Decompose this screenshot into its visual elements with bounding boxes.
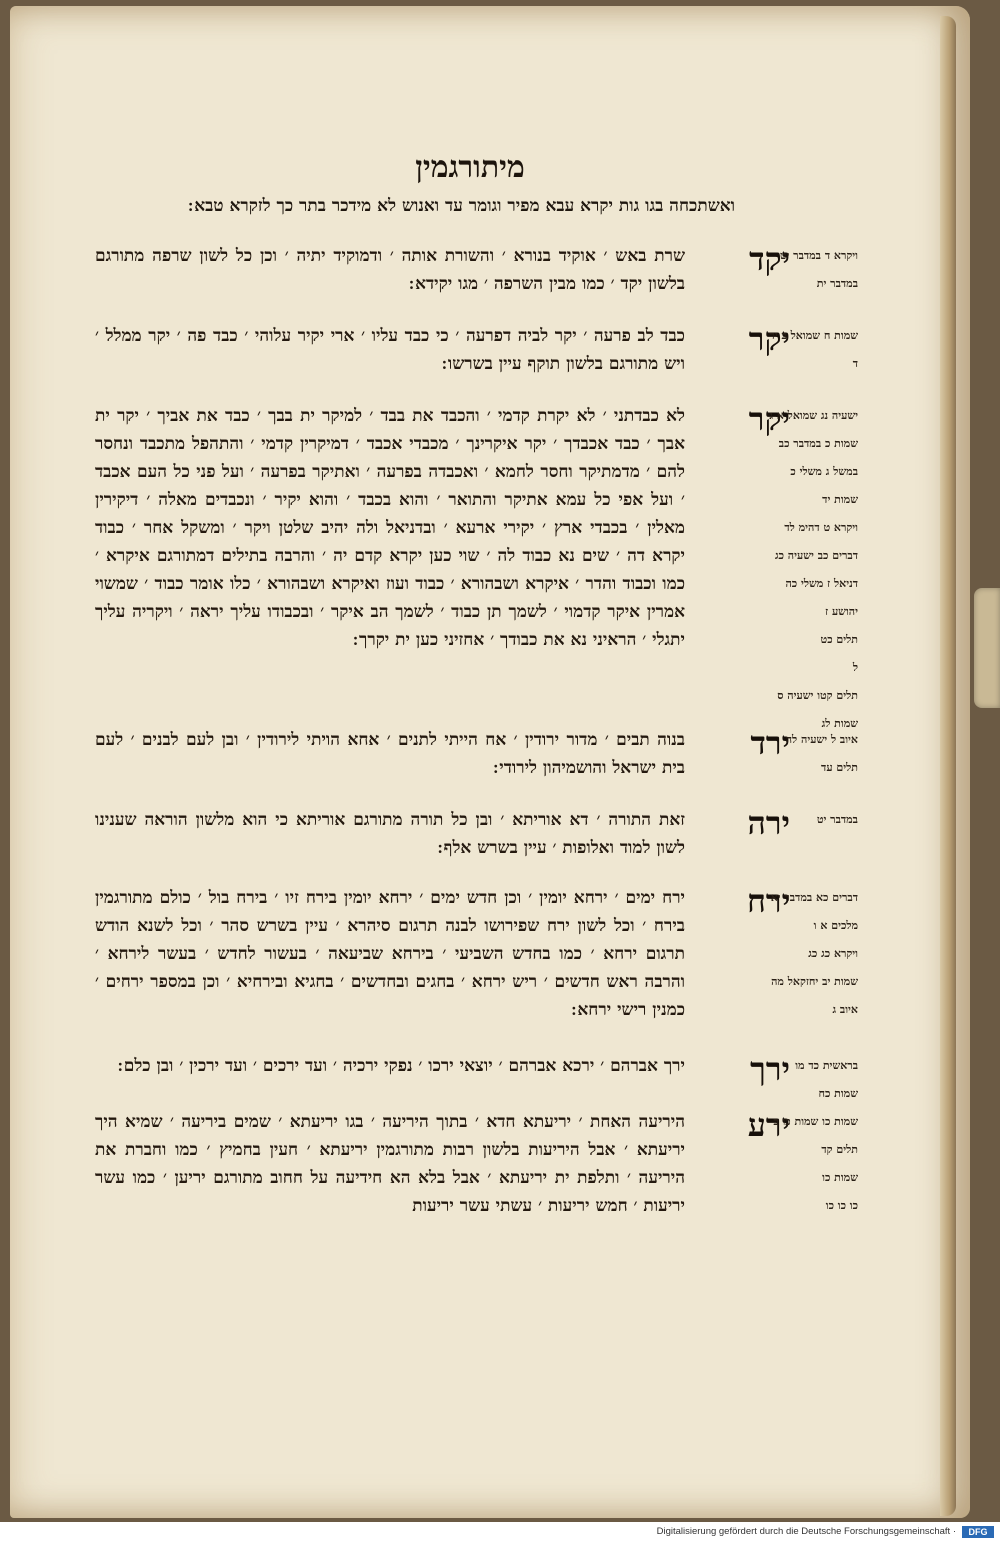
entry-text: בנוה תבים ׳ מדור ירודין ׳ אח הייתי לתנים ׳ אחא הויתי לירודין ׳ ובן לעם לבנים ׳ לעם בית ישראל והושמיהון לירודי ׃ [95, 730, 685, 778]
margin-note [758, 242, 858, 298]
margin-ref: תלים קטו ישעיה ס [777, 689, 858, 702]
footer-credit: Digitalisierung gefördert durch die Deutsche Forschungsgemeinschaft · [656, 1526, 956, 1537]
dfg-logo: DFG [962, 1526, 994, 1538]
head-word: ירה [747, 804, 790, 842]
margin-ref: שמות ח שמואל ב יד [769, 329, 858, 342]
margin-ref: שמות כח [818, 1087, 858, 1100]
margin-ref: ויקרא כג כג [808, 947, 858, 960]
footer-bar [0, 1522, 1000, 1542]
margin-ref: תלים כט [820, 633, 858, 646]
margin-ref: דברים כא במדבר יא [770, 891, 858, 904]
head-word: יקר [748, 400, 790, 438]
margin-ref: איוב ל ישעיה לה [785, 733, 858, 746]
head-word: ירח [746, 882, 790, 920]
margin-ref: במדבר ית [816, 277, 858, 290]
entry-text: ירח ימים ׳ ירחא יומין ׳ וכן חדש ימים ׳ ירחא יומין בירח זיו ׳ בירח בול ׳ כולם מתורגמין בירח ׳ וכל לשון ירח שפירושו לבנה תרגום סיהרא ׳ עיין בשרש סהר ׳ וכל לשנא הודש תרגום ירחא ׳ כמו בחדש השביעי ׳ בירחא שביעאה ׳ בעשור לחדש ׳ בעשר לירחא ׳ והרבה ראש חדשים ׳ ריש ירחא ׳ בחגים ובחדשים ׳ בחגיא ובירחיא ׳ וכן במספר ירחים ׳ כמנין רישי ירחא ׃ [95, 888, 685, 1020]
margin-ref: ד [852, 357, 858, 370]
margin-ref: שמות יב יחזקאל מה [771, 975, 858, 988]
margin-ref: שמות כו שמות כו ב [773, 1115, 858, 1128]
entry-text: כבד לב פרעה ׳ יקר לביה דפרעה ׳ כי כבד עליו ׳ ארי יקיר עלוהי ׳ כבד פה ׳ יקר ממלל ׳ ויש מתורגם בלשון תוקף עיין בשרשו ׃ [95, 326, 685, 374]
margin-ref: שמות יד [822, 493, 858, 506]
page-heading: מיתורגמין [415, 150, 525, 185]
margin-note [758, 1108, 858, 1220]
margin-ref: ל [852, 661, 858, 674]
margin-note [758, 322, 858, 378]
head-word: ירד [750, 724, 790, 762]
entry-text: זאת התורה ׳ דא אוריתא ׳ ובן כל תורה מתורגם אוריתא כי הוא מלשון הוראה שענינו לשון למוד ואלופות ׳ עיין בשרש אלף ׃ [95, 810, 685, 858]
margin-ref: שמות לג [821, 717, 858, 730]
margin-ref: דניאל ז משלי כה [785, 577, 858, 590]
page-edge [940, 16, 956, 1516]
margin-ref: תלים קד [821, 1143, 858, 1156]
margin-ref: שמות כ במדבר כב [778, 437, 858, 450]
margin-ref: במשל ג משלי כ [790, 465, 858, 478]
margin-note [758, 402, 858, 738]
margin-ref: ויקרא ט דהימ לד [784, 521, 858, 534]
entry-text: לא כבדתני ׳ לא יקרת קדמי ׳ והכבד את בבד ׳ למיקר ית בבך ׳ כבד את אביך ׳ יקר ית אבך ׳ כבד אכבדך ׳ יקר איקרינך ׳ מכבדי אכבד ׳ דמיקרין קדמי ׳ והתהפל מתכבד ונחסר להם ׳ מדמתיקר וחסר לחמא ׳ ואכבדה בפרעה ׳ ואתיקר בפרעה ׳ ועל פני כל העם אכבד ׳ ועל אפי כל עמא אתיקר והתואר ׳ והוא בכבד ׳ והוא יקיר ׳ ונכבדים מאלה ׳ דיקירין מאלין ׳ בכבדי ארץ ׳ יקירי ארעא ׳ ובדניאל ולה יהיב שלטן ויקר ׳ ומשקל אחר ׳ כבוד יקרא דה ׳ שים נא כבוד לה ׳ שוי כען יקרא קדם יה ׳ והרבה בתילים דמתורגם איקרא ׳ כמו וכבוד והדר ׳ איקרא ושבהורא ׳ כבוד ועוז ואיקרא ושבהורא ׳ כלו אומר כבוד ׳ שמשוי אמרין איקר קדמוי ׳ לשמך תן כבוד ׳ לשמך הב איקר ׳ ובכבודו עליך יראה ׳ ויקריה עליך יתגלי ׳ הראיני נא את כבודך ׳ אחזיני כען ית יקרך ׃ [95, 406, 685, 650]
page-tab [974, 588, 1000, 708]
margin-ref: שמות כו [822, 1171, 858, 1184]
entry-text: שרת באש ׳ אוקיד בנורא ׳ והשורת אותה ׳ ודמוקיד יתיה ׳ וכן כל לשון שרפה מתורגם בלשון יקד ׳ כמו מבין השרפה ׳ מגו יקידא ׃ [95, 246, 685, 294]
margin-ref: מלכים א ו [813, 919, 858, 932]
margin-note [758, 726, 858, 782]
margin-ref: דברים כב ישעיה כג [774, 549, 858, 562]
margin-ref: ישעיה נג שמואל א ג [769, 409, 858, 422]
entry-text: ירך אברהם ׳ ירכא אברהם ׳ יוצאי ירכו ׳ נפקי ירכיה ׳ ועד ירכים ׳ ועד ירכין ׳ ובן כלם ׃ [117, 1056, 685, 1076]
entry-text: היריעה האחת ׳ יריעתא חדא ׳ בתוך היריעה ׳ בגו יריעתא ׳ שמים ביריעה ׳ שמיא היך יריעתא ׳ אבל היריעות בלשון רבות מתורגמין יריעתא ׳ חעין בחמיץ ׳ כמו וחברת את היריעה ׳ ותלפת ית יריעתא ׳ אבל בלא הא חידיעה על חחוב מתורגם יריען ׳ כמו עשר יריעות ׳ חמש יריעות ׳ עשתי עשר יריעות [95, 1112, 685, 1216]
margin-note [758, 884, 858, 1024]
margin-note [758, 806, 858, 834]
head-word: יקד [749, 240, 790, 278]
intro-text: ואשתכחה בגו גות יקרא עבא מפיר וגומר עד ואנוש לא מידכר בתר כך לזקרא טבא ׃ [188, 196, 735, 216]
head-word: ירע [747, 1106, 790, 1144]
margin-ref: איוב ג [832, 1003, 858, 1016]
margin-note [758, 1052, 858, 1108]
margin-ref: במדבר יט [816, 813, 858, 826]
head-word: יקר [748, 320, 790, 358]
margin-ref: כו כו כו [825, 1199, 858, 1212]
margin-ref: יהושע ז [825, 605, 858, 618]
margin-ref: בראשית כד מו [795, 1059, 858, 1072]
margin-ref: תלים עד [821, 761, 858, 774]
margin-ref: ויקרא ד במדבר יט [779, 249, 858, 262]
head-word: ירך [750, 1050, 790, 1088]
